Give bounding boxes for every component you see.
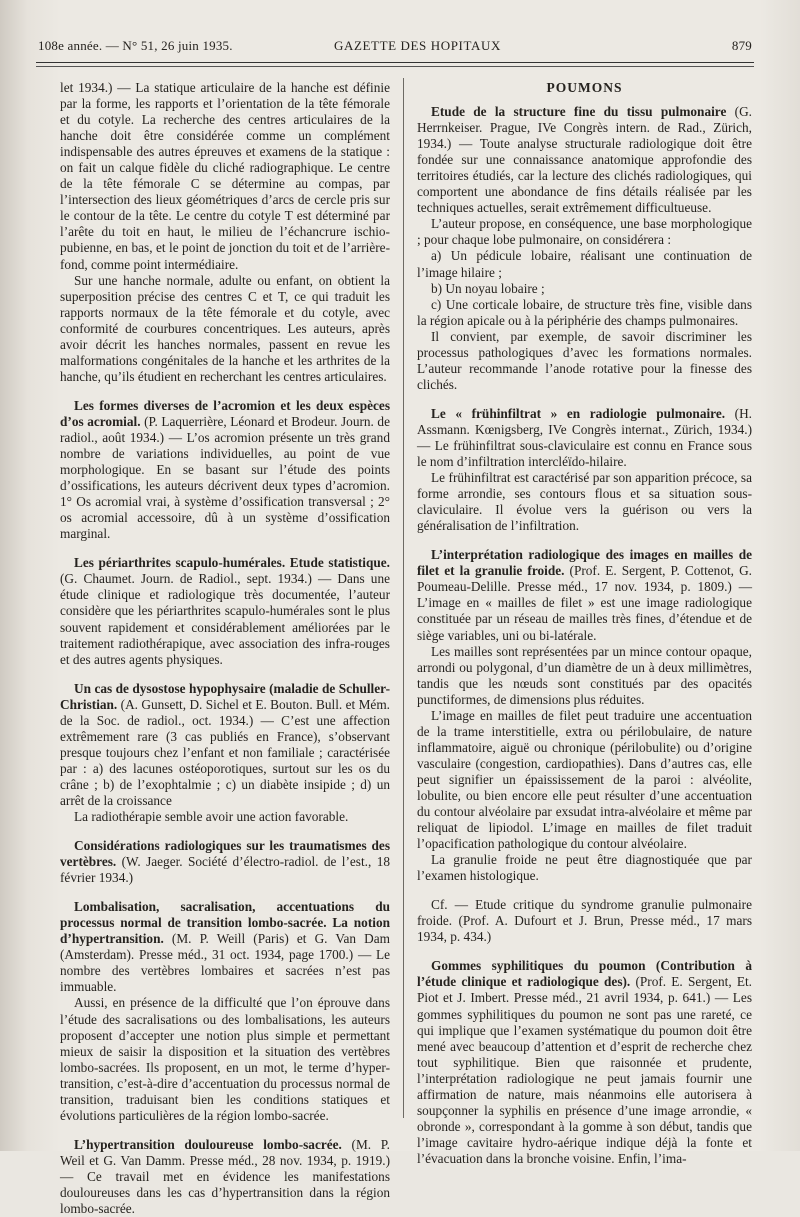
article-hypertransition [60, 1137, 390, 1217]
article-reference: (P. Laquerrière, Léonard et Brodeur. Journ. de radiol., août 1934.) [60, 413, 390, 445]
paragraph: L’image en mailles de filet peut traduire une accentuation de la trame interstitielle, extra ou périlobulaire, de nature inflammatoire, aiguë ou chronique (périlobulite) ou d’origine vasculaire (congestion, cardiopathies). Dans d’autres cas, elle peut signifier un épaississement de la paroi : alvéolite, lobulite, ou bien encore elle peut résulter d’une accentuation du contour alvéolaire par exsudat intra-alvéolaire et même par reliquat de lipiodol. L’image en mailles de filet traduit l’opacification pathologique du contour alvéolaire. [417, 707, 752, 852]
article-title: Les périarthrites scapulo-humérales. Etude statistique. [74, 555, 390, 571]
header-rule-thin [36, 66, 754, 67]
article-fruhinfiltrat [417, 406, 752, 470]
article-traumatismes [60, 838, 390, 886]
header-rule [36, 62, 754, 63]
paragraph: L’auteur propose, en conséquence, une base morphologique ; pour chaque lobe pulmonaire, on considérera : [417, 216, 752, 248]
article-title: Gommes syphilitiques du poumon (Contribution à l’étude clinique et radiologique des). [417, 958, 752, 990]
article-reference: (H. Assmann. Kœnigsberg, IVe Congrès internat., Zürich, 1934.) [417, 405, 752, 437]
journal-title: GAZETTE DES HOPITAUX [334, 38, 501, 53]
article-body: — L’os acromion présente un très grand nombre de variations individuelles, au point de vue morphologique. En se basant sur l’étude des points d’ossifications, les auteurs décrivent deux types d’acromion. 1° Os acromial vrai, à système d’ossification transversal ; 2° os acromial accessoire, dû à un système d’ossification marginal. [60, 429, 390, 542]
article-body: — C’est une affection extrêmement rare (3 cas publiés en France), s’observant presque toujours chez l’enfant et non familiale ; caractérisée par : a) des lacunes ostéoporotiques, surtout sur les os du crâne ; b) de l’exophtalmie ; c) un diabète insipide ; d) un arrêt de la croissance [60, 712, 390, 808]
left-column [60, 80, 390, 1217]
article-acromion [60, 398, 390, 542]
article-reference: (M. P. Weil et G. Van Damm. Presse méd., 28 nov. 1934, p. 1919.) [60, 1136, 390, 1168]
paragraph: Sur une hanche normale, adulte ou enfant, on obtient la superposition précise des centres C et T, ce qui traduit les rapports normaux de la tête fémorale et du cotyle, avec conformité de courbures concentriques. Les auteurs, après avoir décrit les hanches normales, passent en revue les malformations congénitales de la hanche et les arthrites de la hanche, qu’ils étudient en recherchant les centres articulaires. [60, 272, 390, 384]
column-divider [403, 78, 404, 1118]
page-header [38, 34, 752, 58]
page-number: 879 [731, 38, 752, 53]
article-body: — Toute analyse structurale radiologique doit être fondée sur une connaissance anatomique approfondie des territoires étudiés, car la lecture des clichés radiologiques, qui comportent une abondance de fins détails réalisée par les techniques actuelles, serait extrêmement difficultueuse. [417, 136, 752, 216]
article-body: — Les gommes syphilitiques du poumon ne sont pas une rareté, ce qui implique que l’examen systématique du poumon doit être mené avec beaucoup d’attention et d’esprit de recherche chez tout syphilitique. Bien que raisonnée et prudente, l’interprétation radiologique ne peut jamais fournir une affirmation de nature, mais néanmoins elle autorisera à soupçonner la syphilis en présence d’une image arrondie, « obronde », correspondant à la gomme à son début, tandis que l’image cavitaire hydro-aérique indique déjà la fonte et l’évacuation dans la bronche voisine. Enfin, l’ima- [417, 990, 752, 1166]
article-body: — Le frühinfiltrat sous-claviculaire est connu en France sous le nom d’infiltration intercléïdo-hilaire. [417, 437, 752, 470]
article-title: L’hypertransition douloureuse lombo-sacrée. [74, 1136, 342, 1152]
paragraph: let 1934.) — La statique articulaire de la hanche est définie par la forme, les rapports et l’orientation de la tête fémorale et du cotyle. La recherche des centres articulaires de la hanche doit être considérée comme un complément indispensable des autres épreuves et examens de la statique : on fait un calque fidèle du cliché radiographique. Le centre de la tête fémorale C se détermine au compas, par l’intersection des lieux géométriques d’arcs de cercle pris sur le contour de la tête. Le centre du cotyle T est déterminé par l’arête du toit en haut, le milieu de l’échancrure ischio-pubienne, en bas, et le point de jonction du toit et de l’arrière-fond, comme point intermédiaire. [60, 80, 390, 272]
article-dysostose [60, 681, 390, 809]
article-reference: (A. Gunsett, D. Sichel et E. Bouton. Bull. et Mém. de la Soc. de radiol., oct. 1934.) [60, 696, 391, 728]
article-cf-granulie: Cf. — Etude critique du syndrome granulie pulmonaire froide. (Prof. A. Dufourt et J. Brun, Presse méd., 17 mars 1934, p. 434.) [417, 897, 752, 945]
article-reference: (Prof. E. Sergent, P. Cottenot, G. Poumeau-Delille. Presse méd., 17 nov. 1934, p. 1809.) [417, 563, 752, 595]
article-reference: (W. Jaeger. Société d’électro-radiol. de l’est., 18 février 1934.) [60, 854, 390, 886]
list-item: c) Une corticale lobaire, de structure très fine, visible dans la région apicale ou à la périphérie des champs pulmonaires. [417, 296, 752, 328]
right-column [417, 80, 752, 1167]
article-reference: (G. Chaumet. Journ. de Radiol., sept. 1934.) [60, 571, 312, 587]
list-item: a) Un pédicule lobaire, réalisant une continuation de l’image hilaire ; [417, 248, 752, 280]
paragraph: Le frühinfiltrat est caractérisé par son apparition précoce, sa forme arrondie, ses contours flous et sa situation sous-claviculaire. Il évolue vers la guérison ou vers la généralisation de l’infiltration. [417, 470, 752, 534]
paragraph: La granulie froide ne peut être diagnostiquée que par l’examen histologique. [417, 852, 752, 884]
article-periarthrites [60, 555, 390, 667]
list-item: b) Un noyau lobaire ; [431, 280, 545, 296]
article-body: — L’image en « mailles de filet » est une image radiologique constituée par un réseau de mailles très fines, d’étendue et de siège variables, uni ou bi-latérale. [417, 579, 752, 643]
article-mailles-de-filet [417, 547, 752, 643]
article-body: — Le nombre des vertèbres lombaires et sacrées n’est pas immuable. [60, 947, 391, 995]
section-heading: POUMONS [546, 80, 623, 95]
article-title: Un cas de dysostose hypophysaire (maladie de Schuller-Christian. [60, 680, 390, 712]
article-lombalisation [60, 899, 390, 995]
article-gommes-syphilitiques [417, 958, 752, 1167]
article-title: Etude de la structure fine du tissu pulmonaire [431, 104, 727, 120]
article-title: Les formes diverses de l’acromion et les deux espèces d’os acromial. [60, 397, 390, 429]
article-structure-fine [417, 104, 752, 216]
article-reference: (G. Herrnkeiser. Prague, IVe Congrès intern. de Rad., Zürich, 1934.) [417, 104, 752, 152]
paragraph: Aussi, en présence de la difficulté que l’on éprouve dans l’étude des sacralisations ou des lombalisations, les auteurs proposent d’accepter une notion plus simple et permettant mieux de saisir la disposition et la situation des vertèbres lombo-sacrées. Ils proposent, en un mot, le terme d’hyper-transition, c’est-à-dire d’accentuation du processus normal de transition, traduisant bien les conditions statiques et évolutions particulières de la région lombo-sacrée. [60, 995, 390, 1123]
article-title: L’interprétation radiologique des images en mailles de filet et la granulie froide. [417, 547, 752, 579]
article-body: — Ce travail met en évidence les manifestations douloureuses dans les cas d’hypertransition dans la région lombo-sacrée. [60, 1168, 390, 1217]
article-title: Lombalisation, sacralisation, accentuations du processus normal de transition lombo-sacrée. La notion d’hypertransition. [60, 899, 390, 947]
article-reference: (Prof. E. Sergent, Et. Piot et J. Imbert. Presse méd., 21 avril 1934, p. 641.) [417, 974, 752, 1006]
article-title: Considérations radiologiques sur les traumatismes des vertèbres. [60, 838, 390, 870]
article-body: — Dans une étude clinique et radiologique très documentée, l’auteur considère que les périarthrites scapulo-humérales sont le plus souvent rapidement et considérablement améliorées par le traitement radiothérapique, avec association des infra-rouges et des autres agents physiques. [60, 571, 390, 667]
article-title: Le « frühinfiltrat » en radiologie pulmonaire. [431, 405, 726, 421]
paragraph: Il convient, par exemple, de savoir discriminer les processus pathologiques d’avec les formations normales. L’auteur recommande l’anode rotative pour la finesse des clichés. [417, 328, 752, 392]
paragraph: Les mailles sont représentées par un mince contour opaque, arrondi ou polygonal, d’un diamètre de un à deux millimètres, tandis que les nœuds sont constitués par des opacités punctiformes, de dimensions plus réduites. [417, 643, 752, 707]
article-reference: (M. P. Weill (Paris) et G. Van Dam (Amsterdam). Presse méd., 31 oct. 1934, page 1700.) [60, 931, 390, 963]
issue-info: 108e année. — N° 51, 26 juin 1935. [38, 38, 233, 53]
paragraph: La radiothérapie semble avoir une action favorable. [74, 809, 349, 825]
